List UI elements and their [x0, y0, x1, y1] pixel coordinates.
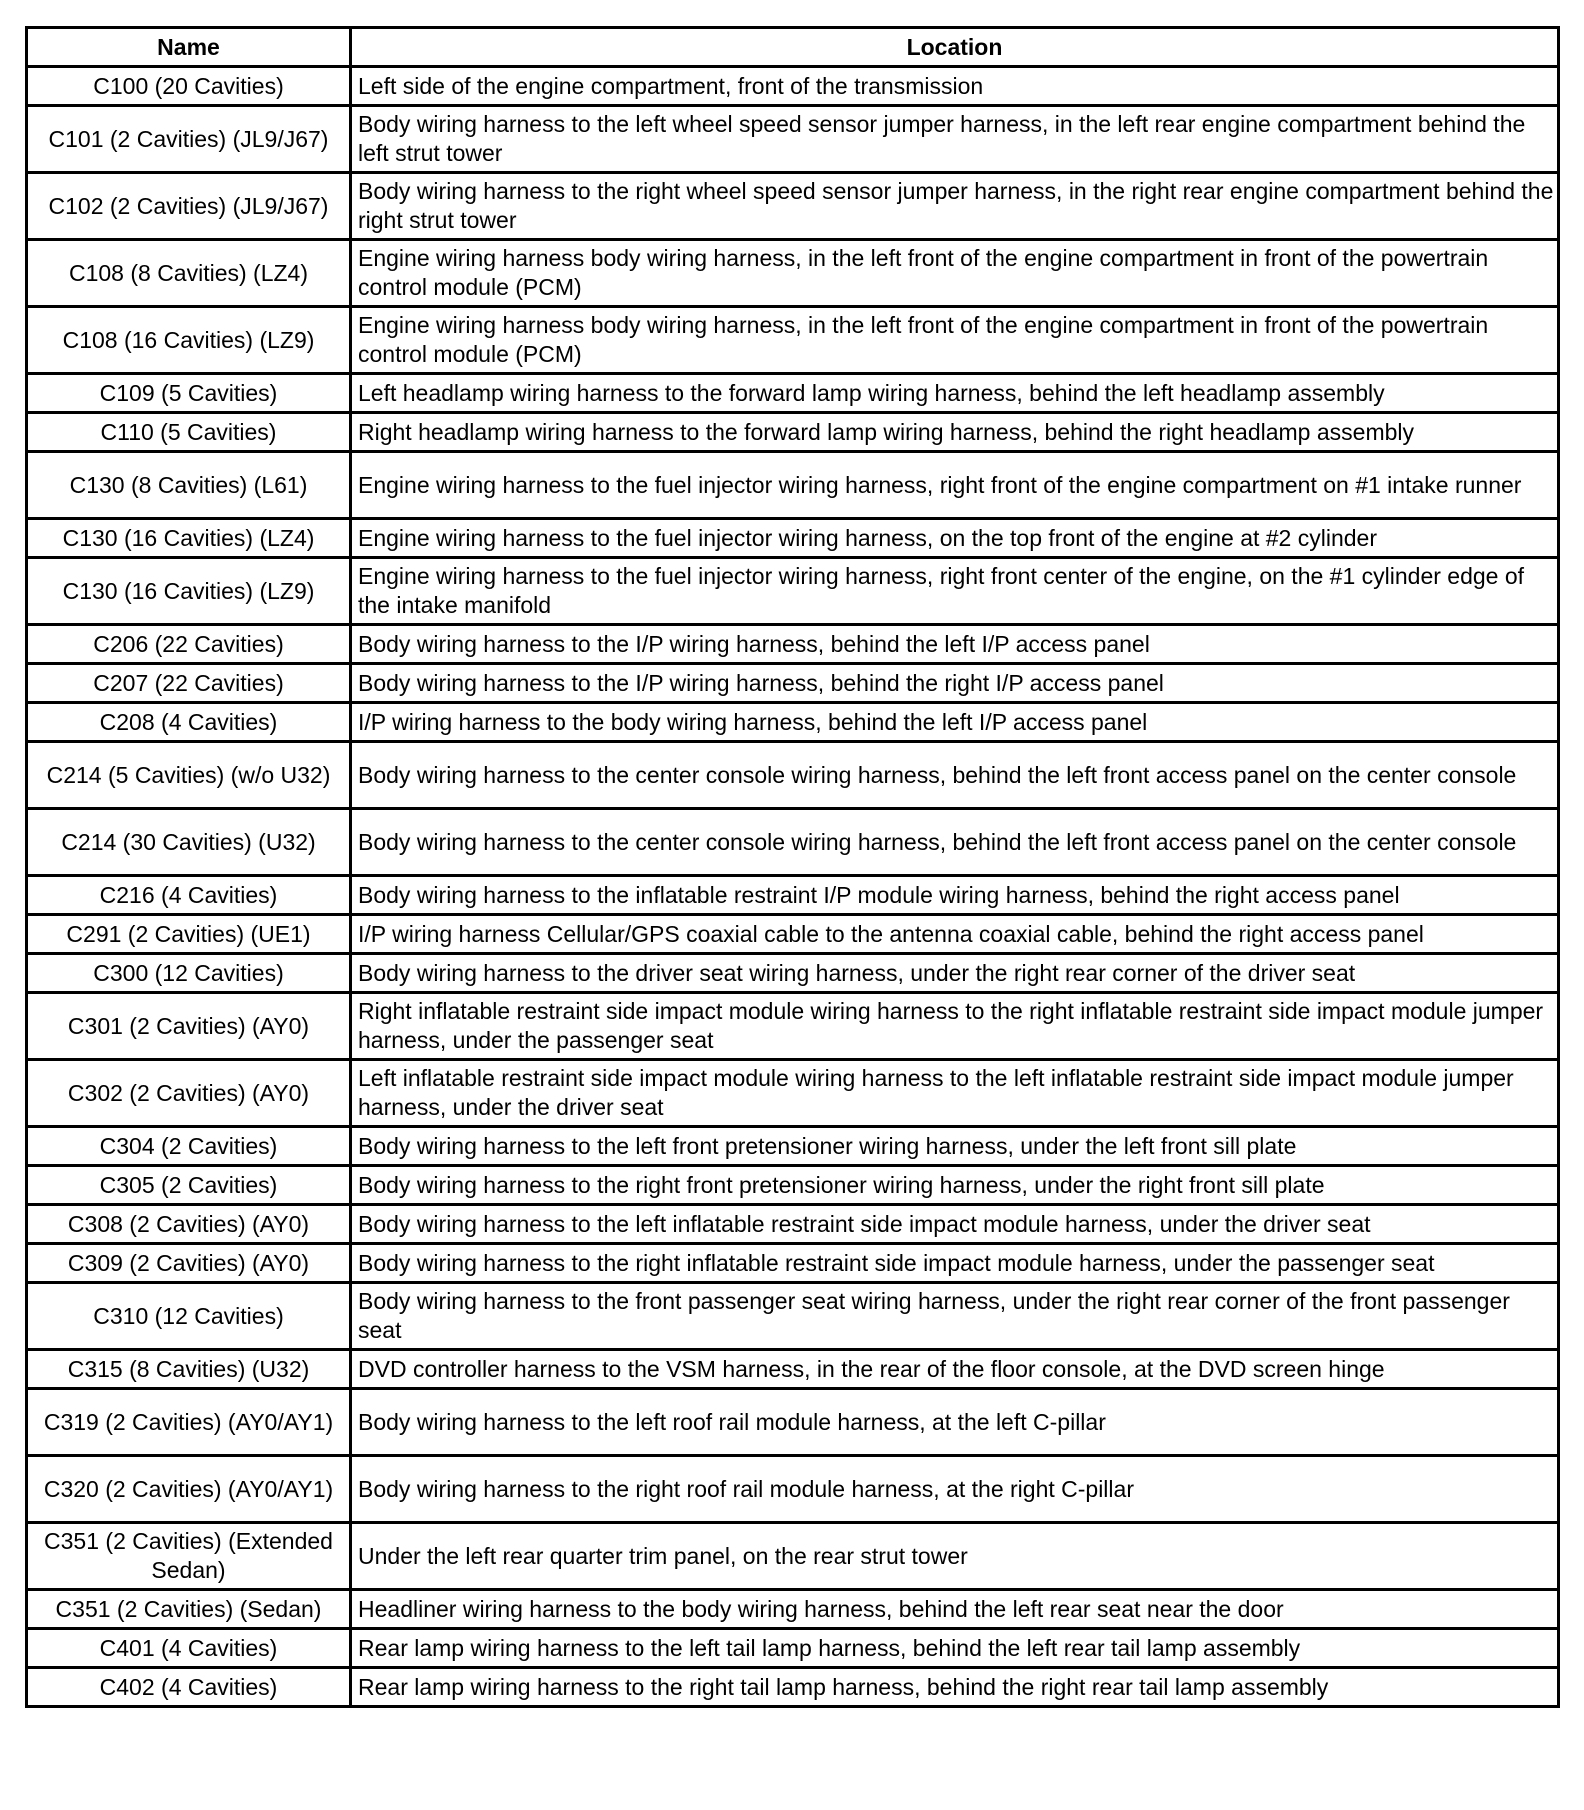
table-row — [27, 374, 1559, 413]
table-row — [27, 1060, 1559, 1127]
connector-name-cell: C206 (22 Cavities) — [27, 625, 351, 664]
connector-name-cell: C110 (5 Cavities) — [27, 413, 351, 452]
connector-location-cell: Body wiring harness to the driver seat wiring harness, under the right rear corner of the driver seat — [351, 954, 1559, 993]
table-row — [27, 1244, 1559, 1283]
table-row — [27, 67, 1559, 106]
table-header-row — [27, 28, 1559, 67]
connector-name-cell: C214 (5 Cavities) (w/o U32) — [27, 742, 351, 809]
table-row — [27, 173, 1559, 240]
connector-name-cell: C108 (8 Cavities) (LZ4) — [27, 240, 351, 307]
connector-name-cell: C102 (2 Cavities) (JL9/J67) — [27, 173, 351, 240]
connector-location-cell: Engine wiring harness to the fuel injector wiring harness, on the top front of the engine at #2 cylinder — [351, 519, 1559, 558]
table-row — [27, 664, 1559, 703]
connector-location-cell: I/P wiring harness Cellular/GPS coaxial cable to the antenna coaxial cable, behind the right access panel — [351, 915, 1559, 954]
connector-name-cell: C300 (12 Cavities) — [27, 954, 351, 993]
connector-location-cell: Engine wiring harness body wiring harness, in the left front of the engine compartment in front of the powertrain control module (PCM) — [351, 240, 1559, 307]
connector-name-cell: C319 (2 Cavities) (AY0/AY1) — [27, 1389, 351, 1456]
connector-location-cell: Body wiring harness to the left wheel speed sensor jumper harness, in the left rear engine compartment behind the left strut tower — [351, 106, 1559, 173]
table-row — [27, 1590, 1559, 1629]
table-row — [27, 1283, 1559, 1350]
connector-location-cell: Right inflatable restraint side impact module wiring harness to the right inflatable restraint side impact module jumper harness, under the passenger seat — [351, 993, 1559, 1060]
connector-location-cell: Body wiring harness to the left roof rail module harness, at the left C-pillar — [351, 1389, 1559, 1456]
connector-location-cell: I/P wiring harness to the body wiring harness, behind the left I/P access panel — [351, 703, 1559, 742]
connector-location-cell: Right headlamp wiring harness to the forward lamp wiring harness, behind the right headlamp assembly — [351, 413, 1559, 452]
table-row — [27, 413, 1559, 452]
connector-location-cell: Body wiring harness to the I/P wiring harness, behind the right I/P access panel — [351, 664, 1559, 703]
connector-location-cell: Engine wiring harness to the fuel injector wiring harness, right front of the engine compartment on #1 intake runner — [351, 452, 1559, 519]
connector-location-cell: Engine wiring harness to the fuel injector wiring harness, right front center of the engine, on the #1 cylinder edge of the intake manifold — [351, 558, 1559, 625]
table-row — [27, 1350, 1559, 1389]
connector-location-cell: Headliner wiring harness to the body wiring harness, behind the left rear seat near the door — [351, 1590, 1559, 1629]
table-row — [27, 1523, 1559, 1590]
connector-location-cell: Body wiring harness to the center console wiring harness, behind the left front access panel on the center console — [351, 742, 1559, 809]
connector-location-cell: Engine wiring harness body wiring harness, in the left front of the engine compartment in front of the powertrain control module (PCM) — [351, 307, 1559, 374]
connector-name-cell: C401 (4 Cavities) — [27, 1629, 351, 1668]
table-row — [27, 703, 1559, 742]
table-row — [27, 1205, 1559, 1244]
connector-name-cell: C130 (16 Cavities) (LZ4) — [27, 519, 351, 558]
table-row — [27, 1668, 1559, 1707]
table-row — [27, 307, 1559, 374]
connector-name-cell: C130 (16 Cavities) (LZ9) — [27, 558, 351, 625]
connector-name-cell: C108 (16 Cavities) (LZ9) — [27, 307, 351, 374]
header-name: Name — [27, 28, 351, 67]
table-row — [27, 876, 1559, 915]
table-body — [27, 67, 1559, 1707]
connector-name-cell: C402 (4 Cavities) — [27, 1668, 351, 1707]
connector-location-cell: Body wiring harness to the right roof rail module harness, at the right C-pillar — [351, 1456, 1559, 1523]
connector-name-cell: C305 (2 Cavities) — [27, 1166, 351, 1205]
connector-name-cell: C351 (2 Cavities) (Extended Sedan) — [27, 1523, 351, 1590]
connector-name-cell: C302 (2 Cavities) (AY0) — [27, 1060, 351, 1127]
table-row — [27, 1629, 1559, 1668]
table-row — [27, 742, 1559, 809]
connector-location-cell: Body wiring harness to the front passenger seat wiring harness, under the right rear corner of the front passenger seat — [351, 1283, 1559, 1350]
table-row — [27, 809, 1559, 876]
connector-location-cell: Body wiring harness to the right wheel speed sensor jumper harness, in the right rear engine compartment behind the right strut tower — [351, 173, 1559, 240]
connector-name-cell: C315 (8 Cavities) (U32) — [27, 1350, 351, 1389]
connector-name-cell: C100 (20 Cavities) — [27, 67, 351, 106]
connector-location-cell: Left side of the engine compartment, front of the transmission — [351, 67, 1559, 106]
table-row — [27, 519, 1559, 558]
table-row — [27, 240, 1559, 307]
connector-name-cell: C308 (2 Cavities) (AY0) — [27, 1205, 351, 1244]
table-row — [27, 954, 1559, 993]
connector-name-cell: C109 (5 Cavities) — [27, 374, 351, 413]
connector-location-cell: Body wiring harness to the left inflatable restraint side impact module harness, under the driver seat — [351, 1205, 1559, 1244]
table-row — [27, 1127, 1559, 1166]
table-row — [27, 993, 1559, 1060]
connector-location-cell: Body wiring harness to the center console wiring harness, behind the left front access panel on the center console — [351, 809, 1559, 876]
table-row — [27, 625, 1559, 664]
connector-table-container — [25, 26, 1557, 1708]
connector-location-cell: Under the left rear quarter trim panel, on the rear strut tower — [351, 1523, 1559, 1590]
connector-name-cell: C351 (2 Cavities) (Sedan) — [27, 1590, 351, 1629]
table-row — [27, 558, 1559, 625]
connector-location-cell: Left inflatable restraint side impact module wiring harness to the left inflatable restraint side impact module jumper harness, under the driver seat — [351, 1060, 1559, 1127]
table-row — [27, 1389, 1559, 1456]
connector-name-cell: C216 (4 Cavities) — [27, 876, 351, 915]
connector-location-cell: Left headlamp wiring harness to the forward lamp wiring harness, behind the left headlamp assembly — [351, 374, 1559, 413]
connector-location-cell: Body wiring harness to the right inflatable restraint side impact module harness, under the passenger seat — [351, 1244, 1559, 1283]
connector-name-cell: C310 (12 Cavities) — [27, 1283, 351, 1350]
table-row — [27, 1456, 1559, 1523]
connector-name-cell: C309 (2 Cavities) (AY0) — [27, 1244, 351, 1283]
connector-location-cell: Body wiring harness to the left front pretensioner wiring harness, under the left front sill plate — [351, 1127, 1559, 1166]
connector-name-cell: C291 (2 Cavities) (UE1) — [27, 915, 351, 954]
header-location: Location — [351, 28, 1559, 67]
connector-name-cell: C208 (4 Cavities) — [27, 703, 351, 742]
connector-location-cell: Body wiring harness to the I/P wiring harness, behind the left I/P access panel — [351, 625, 1559, 664]
connector-name-cell: C304 (2 Cavities) — [27, 1127, 351, 1166]
connector-name-cell: C301 (2 Cavities) (AY0) — [27, 993, 351, 1060]
connector-name-cell: C207 (22 Cavities) — [27, 664, 351, 703]
connector-location-cell: Body wiring harness to the right front pretensioner wiring harness, under the right front sill plate — [351, 1166, 1559, 1205]
table-row — [27, 452, 1559, 519]
connector-location-cell: DVD controller harness to the VSM harness, in the rear of the floor console, at the DVD screen hinge — [351, 1350, 1559, 1389]
connector-location-cell: Rear lamp wiring harness to the right tail lamp harness, behind the right rear tail lamp assembly — [351, 1668, 1559, 1707]
connector-location-cell: Rear lamp wiring harness to the left tail lamp harness, behind the left rear tail lamp assembly — [351, 1629, 1559, 1668]
table-row — [27, 106, 1559, 173]
connector-name-cell: C214 (30 Cavities) (U32) — [27, 809, 351, 876]
table-row — [27, 1166, 1559, 1205]
connector-location-cell: Body wiring harness to the inflatable restraint I/P module wiring harness, behind the right access panel — [351, 876, 1559, 915]
table-row — [27, 915, 1559, 954]
connector-name-cell: C130 (8 Cavities) (L61) — [27, 452, 351, 519]
connector-location-table — [25, 26, 1560, 1708]
connector-name-cell: C320 (2 Cavities) (AY0/AY1) — [27, 1456, 351, 1523]
connector-name-cell: C101 (2 Cavities) (JL9/J67) — [27, 106, 351, 173]
